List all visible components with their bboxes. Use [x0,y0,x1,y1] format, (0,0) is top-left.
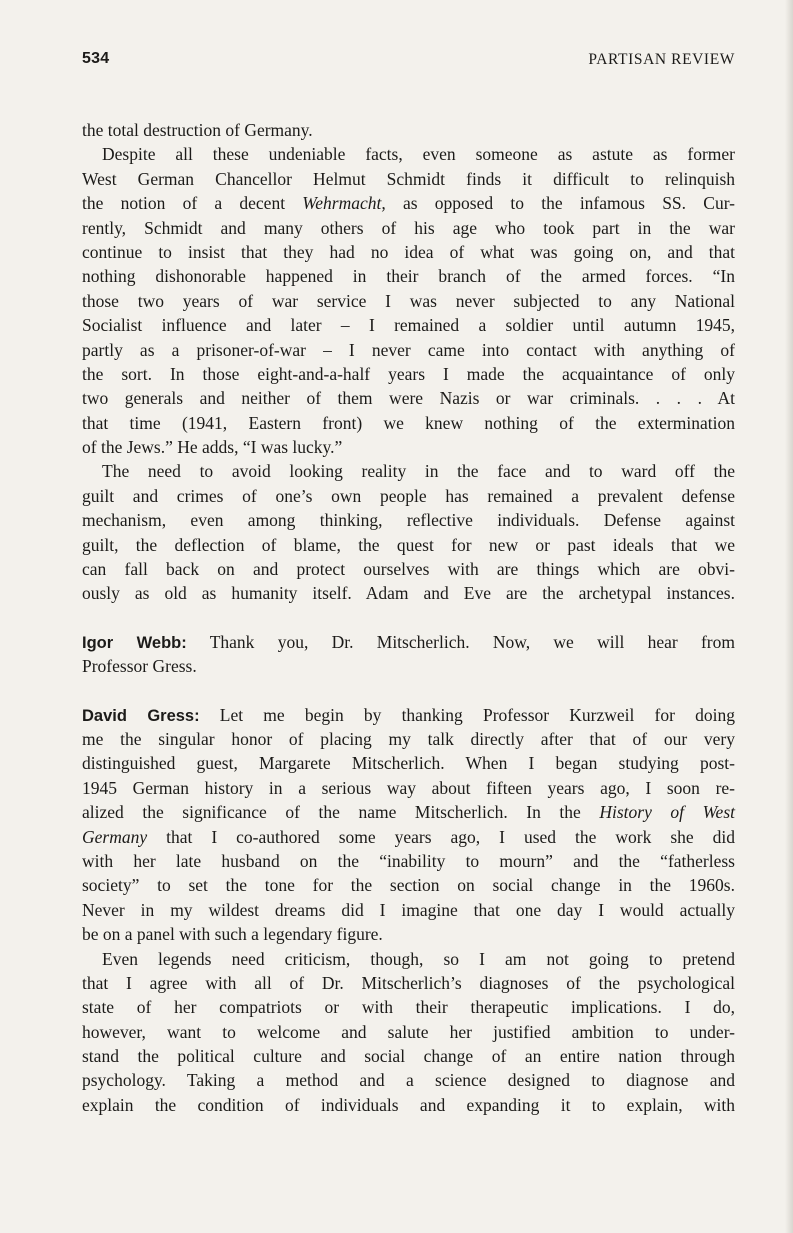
italic-title: Germany [82,826,148,847]
text-line [82,825,735,849]
text-line: Despite all these undeniable facts, even someone as astute as former [102,144,735,165]
text-line: Socialist influence and later – I remained a soldier until autumn 1945, [82,315,735,336]
text-segment: Thank you, Dr. Mitscherlich. Now, we will hear from [186,631,735,652]
text-line: stand the political culture and social change of an entire nation through [82,1046,735,1067]
text-line: 1945 German history in a serious way about fifteen years ago, I soon re- [82,777,735,798]
text-line: rently, Schmidt and many others of his age who took part in the war [82,217,735,238]
text-line [82,630,735,654]
text-line: psychology. Taking a method and a science designed to diagnose and [82,1070,735,1091]
text-line: partly as a prisoner-of-war – I never came into contact with anything of [82,339,735,360]
page-edge-shadow [785,0,793,1233]
text-line: West German Chancellor Helmut Schmidt finds it difficult to relinquish [82,168,735,189]
text-line: be on a panel with such a legendary figure. [82,924,383,945]
text-line: explain the condition of individuals and expanding it to explain, with [82,1094,735,1115]
text-line: those two years of war service I was never subjected to any National [82,290,735,311]
paragraph-4 [82,630,735,679]
text-line: The need to avoid looking reality in the face and to ward off the [102,461,735,482]
text-line: mechanism, even among thinking, reflective individuals. Defense against [82,510,735,531]
paragraph-3 [82,459,735,605]
text-line: that I agree with all of Dr. Mitscherlich’s diagnoses of the psychological [82,972,735,993]
text-line: nothing dishonorable happened in their branch of the armed forces. “In [82,266,735,287]
text-line: me the singular honor of placing my talk directly after that of our very [82,728,735,749]
text-line [82,800,735,824]
text-line: Never in my wildest dreams did I imagine that one day I would actually [82,899,735,920]
text-line: can fall back on and protect ourselves with are things which are obvi- [82,559,735,580]
body-text [82,118,735,1117]
paragraph-1 [82,118,735,142]
paragraph-gap [82,679,735,703]
text-line: the sort. In those eight-and-a-half years I made the acquaintance of only [82,363,735,384]
text-line: with her late husband on the “inability to mourn” and the “fatherless [82,850,735,871]
text-line: guilt, the deflection of blame, the quest for new or past ideals that we [82,534,735,555]
text-line: of the Jews.” He adds, “I was lucky.” [82,437,343,458]
text-line: the total destruction of Germany. [82,120,313,140]
text-line: two generals and neither of them were Nazis or war criminals. . . . At [82,388,735,409]
text-line: Even legends need criticism, though, so I am not going to pretend [102,948,735,969]
page-number: 534 [82,50,110,67]
text-segment: as opposed to the infamous SS. Cur- [385,193,735,214]
page-header [82,50,735,72]
speaker-name: Igor Webb: [82,633,187,652]
paragraph-gap [82,606,735,630]
paragraph-5 [82,703,735,947]
text-segment: alized the significance of the name Mitscherlich. In the [82,802,600,823]
text-line: ously as old as humanity itself. Adam and Eve are the archetypal instances. [82,583,735,604]
speaker-name: David Gress: [82,706,200,725]
text-line: Professor Gress. [82,656,197,677]
paragraph-6 [82,947,735,1118]
text-segment: Let me begin by thanking Professor Kurzweil for doing [199,704,736,725]
paragraph-2 [82,142,735,459]
running-head: PARTISAN REVIEW [588,51,735,68]
text-line: however, want to welcome and salute her justified ambition to under- [82,1021,735,1042]
text-segment: the notion of a decent [82,193,303,214]
text-segment: that I co-authored some years ago, I used the work she did [147,826,735,847]
text-line: society” to set the tone for the section on social change in the 1960s. [82,875,735,896]
italic-term: Wehrmacht, [302,193,386,214]
text-line [82,703,735,727]
text-line [82,191,735,215]
text-line: guilt and crimes of one’s own people has remained a prevalent defense [82,485,735,506]
text-line: that time (1941, Eastern front) we knew nothing of the extermination [82,412,735,433]
text-line: state of her compatriots or with their therapeutic implications. I do, [82,997,735,1018]
text-line: continue to insist that they had no idea of what was going on, and that [82,241,735,262]
text-line: distinguished guest, Margarete Mitscherlich. When I began studying post- [82,753,735,774]
italic-title: History of West [599,802,735,823]
